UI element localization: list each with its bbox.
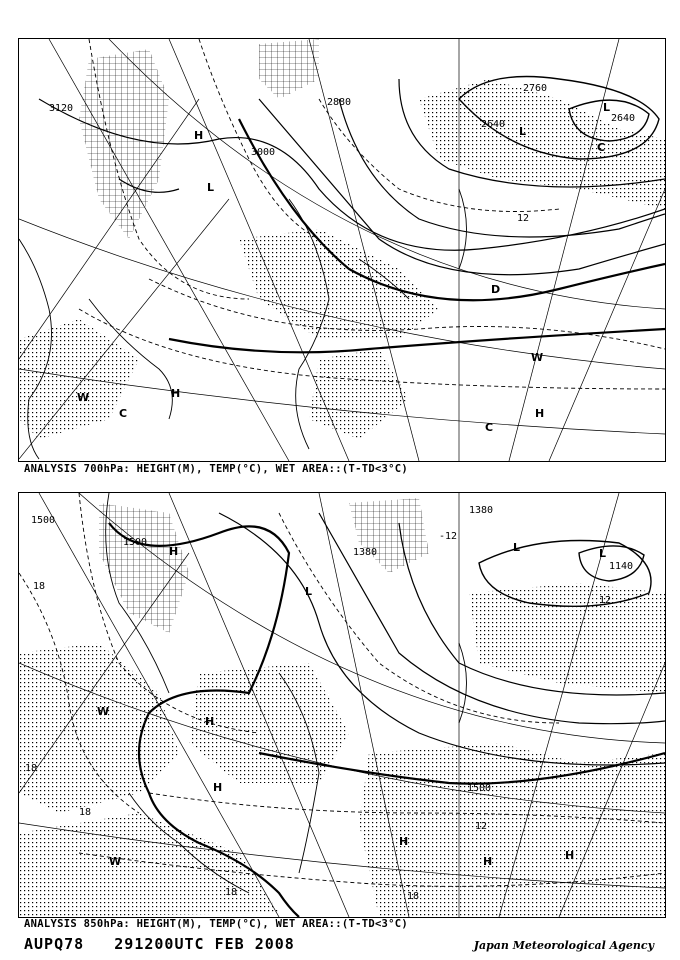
isotherm-label: 18: [33, 581, 46, 592]
contour-label: 2760: [523, 83, 548, 94]
low-marker: L: [519, 125, 527, 138]
contour-label: 1500: [123, 537, 148, 548]
high-marker: H: [169, 545, 179, 558]
contour-label: 2640: [611, 113, 636, 124]
contour-label: 1140: [609, 561, 634, 572]
low-marker: L: [305, 585, 313, 598]
contour-label: 2880: [327, 97, 352, 108]
isotherm-label: 12: [475, 821, 488, 832]
high-marker: H: [399, 835, 409, 848]
warm-marker: W: [531, 351, 544, 364]
high-marker: H: [171, 387, 181, 400]
valid-time: 291200UTC FEB 2008: [114, 935, 295, 953]
caption-850hpa: ANALYSIS 850hPa: HEIGHT(M), TEMP(°C), WET AREA::(T-TD<3°C): [24, 918, 409, 930]
map-850hpa-svg: [19, 493, 665, 917]
contour-label: 1500: [467, 783, 492, 794]
isotherm-label: 18: [225, 887, 238, 898]
isotherm-label: 18: [79, 807, 92, 818]
cold-marker: C: [119, 407, 128, 420]
high-marker: H: [565, 849, 575, 862]
isotherm-label: -12: [439, 531, 458, 542]
agency-credit: Japan Meteorological Agency: [473, 939, 654, 952]
warm-marker: W: [97, 705, 110, 718]
wet-area: [349, 498, 429, 573]
wet-area: [79, 49, 169, 239]
low-marker: L: [513, 541, 521, 554]
wet-area: [19, 643, 179, 813]
high-marker: H: [194, 129, 204, 142]
isotherm-label: 12: [517, 213, 530, 224]
contour-label: 1380: [353, 547, 378, 558]
contour-label: 3000: [251, 147, 276, 158]
wet-area: [19, 319, 139, 439]
low-marker: L: [603, 101, 611, 114]
analysis-850hpa-map: [18, 492, 666, 918]
chart-code: AUPQ78: [24, 935, 85, 953]
cold-marker: C: [597, 141, 606, 154]
warm-marker: W: [109, 855, 122, 868]
map-700hpa-svg: [19, 39, 665, 461]
warm-marker: W: [77, 391, 90, 404]
wet-area: [359, 743, 665, 917]
wet-area: [19, 813, 279, 917]
contour-label: 1380: [469, 505, 494, 516]
high-marker: H: [205, 715, 215, 728]
low-marker: L: [599, 547, 607, 560]
wet-area: [259, 39, 319, 99]
chart-code-and-time: [24, 935, 295, 953]
wet-area: [309, 349, 409, 439]
wet-area: [99, 503, 189, 633]
low-marker: L: [207, 181, 215, 194]
wet-area: [419, 79, 665, 209]
isotherm-label: 18: [407, 891, 420, 902]
contour-label: 3120: [49, 103, 74, 114]
high-marker: H: [213, 781, 223, 794]
isotherm-label: 12: [599, 595, 612, 606]
contour-label: 1500: [31, 515, 56, 526]
high-marker: H: [535, 407, 545, 420]
contour-label: 2640: [481, 119, 506, 130]
cold-marker: C: [485, 421, 494, 434]
system-marker: D: [491, 283, 501, 296]
caption-700hpa: ANALYSIS 700hPa: HEIGHT(M), TEMP(°C), WET AREA::(T-TD<3°C): [24, 463, 409, 475]
high-marker: H: [483, 855, 493, 868]
analysis-700hpa-map: [18, 38, 666, 462]
isotherm-label: 18: [25, 763, 38, 774]
